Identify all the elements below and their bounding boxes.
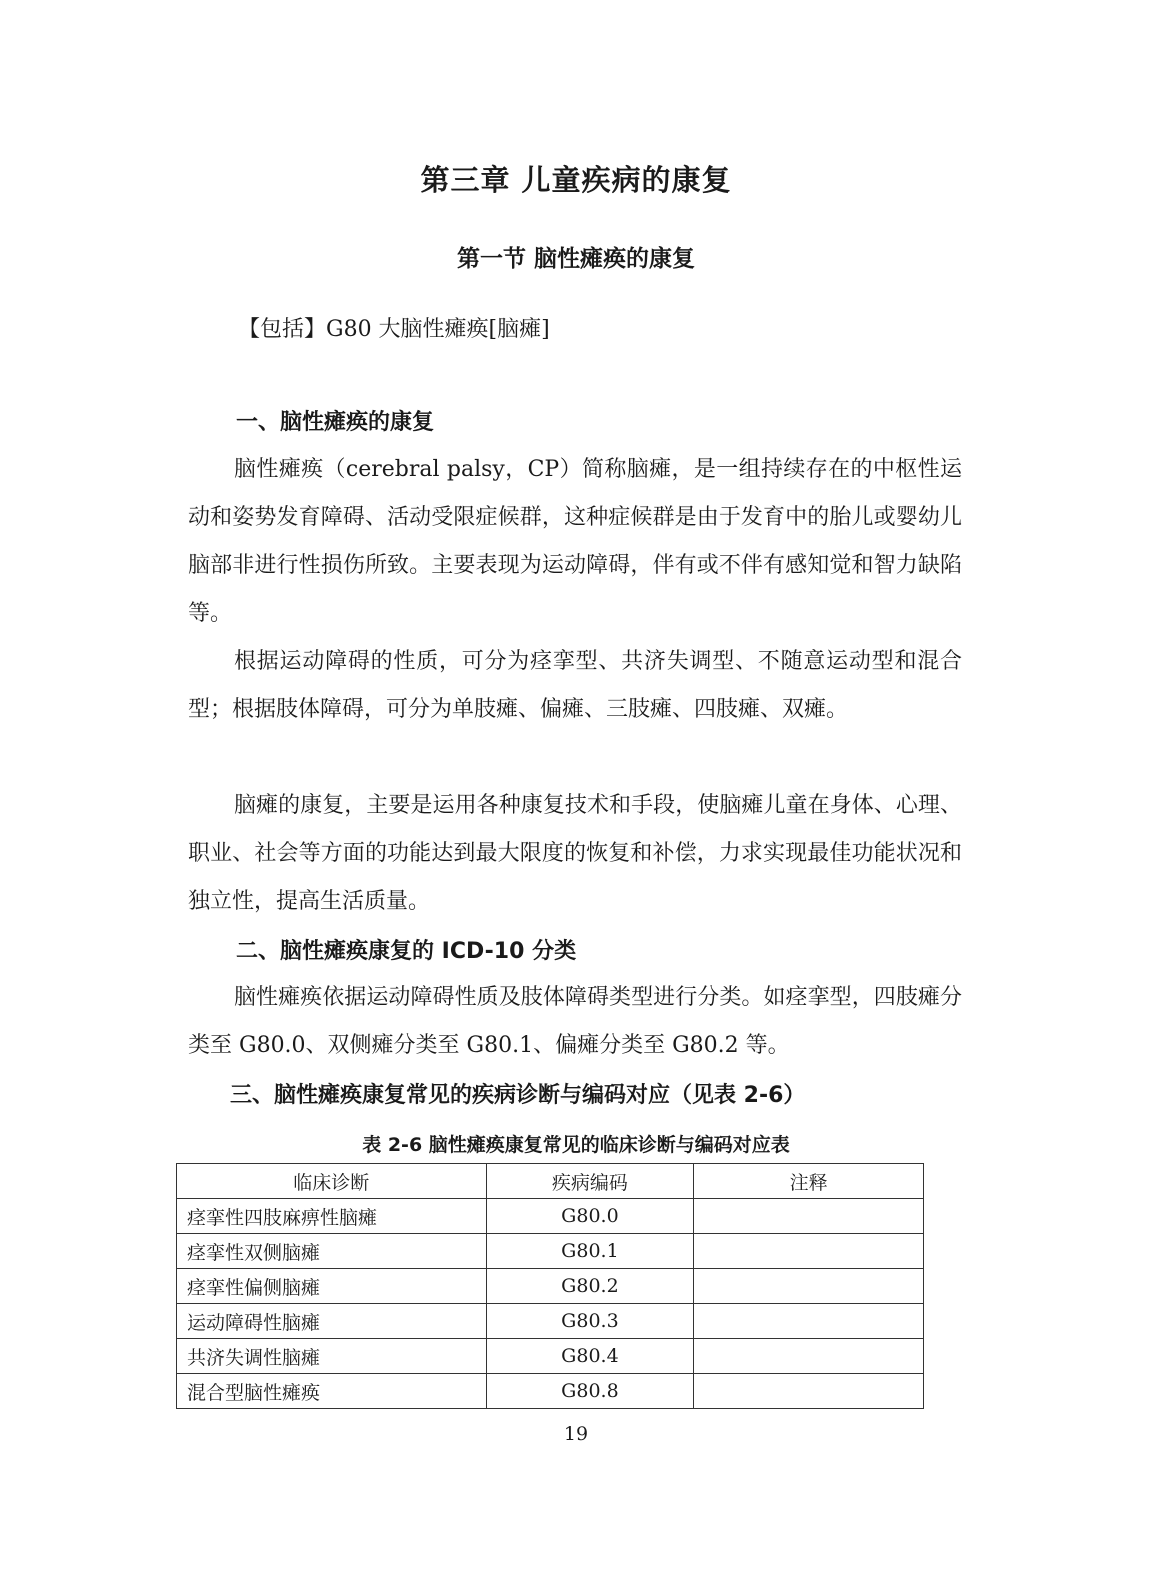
diagnosis-cell: 运动障碍性脑瘫 [177,1304,487,1339]
diagnosis-cell: 痉挛性四肢麻痹性脑瘫 [177,1199,487,1234]
table-caption: 表 2-6 脑性瘫痪康复常见的临床诊断与编码对应表 [362,1134,790,1156]
paragraph-definition: 脑性瘫痪（cerebral palsy，CP）简称脑瘫，是一组持续存在的中枢性运动和姿势发育障碍、活动受限症候群，这种症候群是由于发育中的胎儿或婴幼儿脑部非进行性损伤所致。主要表现为运动障碍，伴有或不伴有感知觉和智力缺陷等。 [188,457,962,626]
table-row [177,1339,924,1374]
note-cell [694,1374,924,1409]
diagnosis-cell: 痉挛性双侧脑瘫 [177,1234,487,1269]
code-cell: G80.4 [486,1339,694,1374]
heading-2: 二、脑性瘫痪康复的 ICD-10 分类 [236,939,577,964]
paragraph-classification: 脑性瘫痪依据运动障碍性质及肢体障碍类型进行分类。如痉挛型，四肢瘫分类至 G80.0、双侧瘫分类至 G80.1、偏瘫分类至 G80.2 等。 [188,985,962,1058]
section-title: 第一节 脑性瘫痪的康复 [456,246,695,272]
table-row [177,1304,924,1339]
code-cell: G80.3 [486,1304,694,1339]
note-cell [694,1234,924,1269]
note-cell [694,1304,924,1339]
diagnosis-code-table [176,1163,924,1409]
table-row [177,1374,924,1409]
paragraph-rehab-goal: 脑瘫的康复，主要是运用各种康复技术和手段，使脑瘫儿童在身体、心理、职业、社会等方面的功能达到最大限度的恢复和补偿，力求实现最佳功能状况和独立性，提高生活质量。 [188,793,962,914]
table-row [177,1234,924,1269]
diagnosis-cell: 混合型脑性瘫痪 [177,1374,487,1409]
code-cell: G80.0 [486,1199,694,1234]
heading-3: 三、脑性瘫痪康复常见的疾病诊断与编码对应（见表 2-6） [230,1083,806,1108]
column-header-note: 注释 [694,1164,924,1199]
chapter-title: 第三章 儿童疾病的康复 [420,163,732,197]
column-header-diagnosis: 临床诊断 [177,1164,487,1199]
note-cell [694,1269,924,1304]
table-row [177,1269,924,1304]
table-row [177,1199,924,1234]
heading-1: 一、脑性瘫痪的康复 [236,410,435,435]
code-cell: G80.1 [486,1234,694,1269]
page-number: 19 [563,1423,589,1445]
diagnosis-cell: 痉挛性偏侧脑瘫 [177,1269,487,1304]
note-cell [694,1339,924,1374]
diagnosis-cell: 共济失调性脑瘫 [177,1339,487,1374]
note-cell [694,1199,924,1234]
includes-line: 【包括】G80 大脑性瘫痪[脑瘫] [238,317,550,342]
column-header-code: 疾病编码 [486,1164,694,1199]
code-cell: G80.8 [486,1374,694,1409]
paragraph-types: 根据运动障碍的性质，可分为痉挛型、共济失调型、不随意运动型和混合型；根据肢体障碍，可分为单肢瘫、偏瘫、三肢瘫、四肢瘫、双瘫。 [188,649,962,722]
code-cell: G80.2 [486,1269,694,1304]
table-header-row [177,1164,924,1199]
